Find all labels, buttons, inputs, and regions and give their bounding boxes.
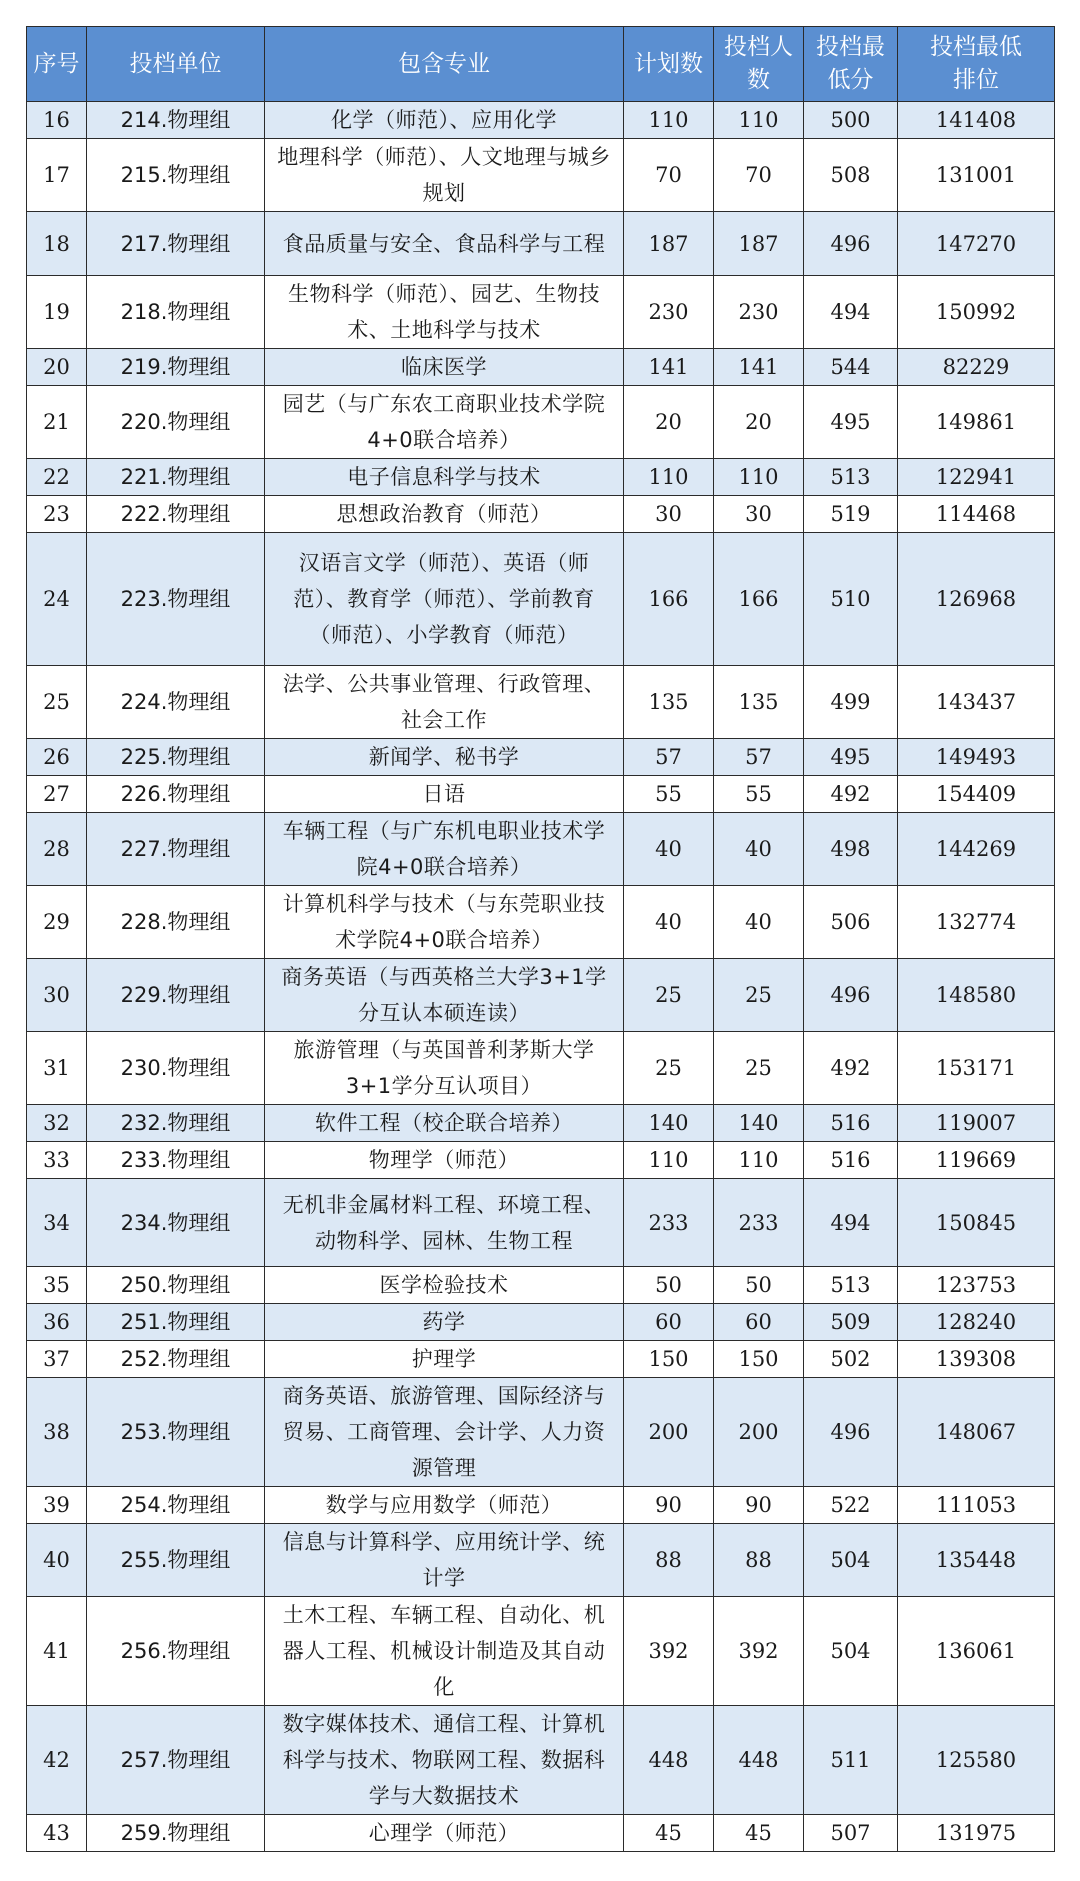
table-row [27,276,1055,349]
table-row [27,139,1055,212]
cell-major: 化学（师范）、应用化学 [265,102,624,139]
cell-count: 166 [714,533,804,666]
cell-unit: 218.物理组 [87,276,265,349]
cell-min-score: 511 [804,1706,898,1815]
cell-no: 25 [27,666,87,739]
table-row [27,212,1055,276]
cell-min-rank: 114468 [898,496,1055,533]
header-cell-min-rank: 投档最低 排位 [898,27,1055,102]
cell-major: 数字媒体技术、通信工程、计算机科学与技术、物联网工程、数据科学与大数据技术 [265,1706,624,1815]
cell-plan: 200 [624,1378,714,1487]
cell-count: 135 [714,666,804,739]
cell-min-rank: 139308 [898,1341,1055,1378]
table-row [27,959,1055,1032]
table-row [27,776,1055,813]
cell-no: 17 [27,139,87,212]
cell-min-rank: 148580 [898,959,1055,1032]
cell-plan: 110 [624,1142,714,1179]
cell-min-score: 510 [804,533,898,666]
cell-unit: 219.物理组 [87,349,265,386]
cell-no: 41 [27,1597,87,1706]
cell-no: 30 [27,959,87,1032]
cell-major: 车辆工程（与广东机电职业技术学院4+0联合培养） [265,813,624,886]
cell-min-rank: 147270 [898,212,1055,276]
cell-major: 思想政治教育（师范） [265,496,624,533]
cell-count: 50 [714,1267,804,1304]
cell-min-rank: 119007 [898,1105,1055,1142]
table-row [27,1378,1055,1487]
cell-count: 187 [714,212,804,276]
cell-plan: 140 [624,1105,714,1142]
cell-no: 38 [27,1378,87,1487]
cell-major: 地理科学（师范）、人文地理与城乡规划 [265,139,624,212]
cell-min-score: 513 [804,459,898,496]
cell-major: 生物科学（师范）、园艺、生物技术、土地科学与技术 [265,276,624,349]
cell-min-rank: 131975 [898,1815,1055,1852]
cell-min-score: 496 [804,212,898,276]
table-row [27,1142,1055,1179]
cell-count: 200 [714,1378,804,1487]
cell-min-rank: 141408 [898,102,1055,139]
cell-no: 39 [27,1487,87,1524]
cell-min-rank: 150992 [898,276,1055,349]
cell-major: 旅游管理（与英国普利茅斯大学3+1学分互认项目） [265,1032,624,1105]
cell-unit: 221.物理组 [87,459,265,496]
cell-count: 40 [714,886,804,959]
cell-min-rank: 149861 [898,386,1055,459]
cell-min-rank: 122941 [898,459,1055,496]
cell-min-rank: 132774 [898,886,1055,959]
cell-unit: 256.物理组 [87,1597,265,1706]
table-row [27,1032,1055,1105]
cell-count: 25 [714,1032,804,1105]
cell-plan: 20 [624,386,714,459]
cell-min-rank: 82229 [898,349,1055,386]
header-row [27,27,1055,102]
cell-major: 药学 [265,1304,624,1341]
cell-min-score: 516 [804,1142,898,1179]
cell-no: 18 [27,212,87,276]
cell-min-rank: 153171 [898,1032,1055,1105]
cell-min-rank: 154409 [898,776,1055,813]
cell-min-score: 494 [804,1179,898,1267]
cell-min-rank: 150845 [898,1179,1055,1267]
cell-plan: 40 [624,886,714,959]
table-row [27,1267,1055,1304]
cell-count: 110 [714,1142,804,1179]
table-row [27,666,1055,739]
cell-plan: 150 [624,1341,714,1378]
cell-count: 57 [714,739,804,776]
cell-major: 商务英语（与西英格兰大学3+1学分互认本硕连读） [265,959,624,1032]
table-row [27,1105,1055,1142]
table-row [27,813,1055,886]
cell-no: 42 [27,1706,87,1815]
cell-no: 26 [27,739,87,776]
cell-min-score: 544 [804,349,898,386]
cell-min-score: 516 [804,1105,898,1142]
cell-count: 150 [714,1341,804,1378]
table-row [27,102,1055,139]
cell-major: 软件工程（校企联合培养） [265,1105,624,1142]
cell-major: 食品质量与安全、食品科学与工程 [265,212,624,276]
cell-plan: 110 [624,459,714,496]
cell-unit: 229.物理组 [87,959,265,1032]
table-row [27,1706,1055,1815]
cell-min-score: 504 [804,1597,898,1706]
cell-count: 141 [714,349,804,386]
cell-unit: 217.物理组 [87,212,265,276]
cell-count: 233 [714,1179,804,1267]
cell-unit: 232.物理组 [87,1105,265,1142]
cell-no: 31 [27,1032,87,1105]
cell-unit: 226.物理组 [87,776,265,813]
cell-min-rank: 135448 [898,1524,1055,1597]
cell-no: 24 [27,533,87,666]
cell-major: 土木工程、车辆工程、自动化、机器人工程、机械设计制造及其自动化 [265,1597,624,1706]
cell-count: 55 [714,776,804,813]
table-row [27,386,1055,459]
table-row [27,1815,1055,1852]
cell-min-score: 509 [804,1304,898,1341]
cell-min-rank: 126968 [898,533,1055,666]
cell-min-score: 498 [804,813,898,886]
cell-min-score: 495 [804,739,898,776]
cell-count: 140 [714,1105,804,1142]
cell-min-score: 496 [804,1378,898,1487]
cell-no: 33 [27,1142,87,1179]
table-row [27,533,1055,666]
cell-no: 22 [27,459,87,496]
cell-min-rank: 143437 [898,666,1055,739]
cell-major: 汉语言文学（师范）、英语（师范）、教育学（师范）、学前教育（师范）、小学教育（师范） [265,533,624,666]
table-row [27,1304,1055,1341]
cell-min-score: 500 [804,102,898,139]
cell-no: 35 [27,1267,87,1304]
header-cell-min-score: 投档最 低分 [804,27,898,102]
cell-plan: 60 [624,1304,714,1341]
cell-unit: 224.物理组 [87,666,265,739]
cell-count: 70 [714,139,804,212]
cell-plan: 45 [624,1815,714,1852]
table-body [27,102,1055,1852]
cell-major: 信息与计算科学、应用统计学、统计学 [265,1524,624,1597]
cell-min-score: 519 [804,496,898,533]
cell-min-score: 502 [804,1341,898,1378]
table-row [27,349,1055,386]
table-row [27,1179,1055,1267]
cell-no: 34 [27,1179,87,1267]
cell-min-score: 495 [804,386,898,459]
cell-unit: 252.物理组 [87,1341,265,1378]
cell-min-rank: 119669 [898,1142,1055,1179]
cell-unit: 259.物理组 [87,1815,265,1852]
cell-major: 护理学 [265,1341,624,1378]
cell-count: 60 [714,1304,804,1341]
cell-min-rank: 131001 [898,139,1055,212]
cell-unit: 255.物理组 [87,1524,265,1597]
table-row [27,1597,1055,1706]
cell-min-rank: 125580 [898,1706,1055,1815]
cell-plan: 233 [624,1179,714,1267]
cell-min-rank: 111053 [898,1487,1055,1524]
cell-unit: 234.物理组 [87,1179,265,1267]
cell-min-score: 507 [804,1815,898,1852]
cell-min-score: 504 [804,1524,898,1597]
cell-major: 无机非金属材料工程、环境工程、动物科学、园林、生物工程 [265,1179,624,1267]
table-row [27,1341,1055,1378]
cell-plan: 88 [624,1524,714,1597]
cell-count: 25 [714,959,804,1032]
cell-unit: 251.物理组 [87,1304,265,1341]
cell-count: 45 [714,1815,804,1852]
cell-major: 物理学（师范） [265,1142,624,1179]
cell-count: 448 [714,1706,804,1815]
cell-no: 16 [27,102,87,139]
cell-major: 电子信息科学与技术 [265,459,624,496]
cell-major: 新闻学、秘书学 [265,739,624,776]
cell-unit: 253.物理组 [87,1378,265,1487]
cell-count: 110 [714,102,804,139]
table-row [27,886,1055,959]
cell-no: 28 [27,813,87,886]
cell-plan: 448 [624,1706,714,1815]
cell-no: 20 [27,349,87,386]
table-row [27,739,1055,776]
cell-unit: 220.物理组 [87,386,265,459]
cell-min-rank: 144269 [898,813,1055,886]
cell-plan: 141 [624,349,714,386]
cell-count: 88 [714,1524,804,1597]
cell-plan: 55 [624,776,714,813]
cell-plan: 230 [624,276,714,349]
header-cell-count: 投档人 数 [714,27,804,102]
cell-unit: 215.物理组 [87,139,265,212]
admission-table-container [26,26,1054,1852]
cell-no: 32 [27,1105,87,1142]
cell-min-score: 492 [804,776,898,813]
cell-unit: 223.物理组 [87,533,265,666]
cell-min-score: 499 [804,666,898,739]
admission-score-table [26,26,1055,1852]
cell-plan: 57 [624,739,714,776]
header-cell-plan: 计划数 [624,27,714,102]
cell-plan: 187 [624,212,714,276]
cell-plan: 40 [624,813,714,886]
cell-major: 临床医学 [265,349,624,386]
cell-plan: 392 [624,1597,714,1706]
cell-count: 392 [714,1597,804,1706]
cell-plan: 25 [624,1032,714,1105]
cell-major: 商务英语、旅游管理、国际经济与贸易、工商管理、会计学、人力资源管理 [265,1378,624,1487]
cell-min-score: 508 [804,139,898,212]
cell-min-rank: 148067 [898,1378,1055,1487]
cell-unit: 225.物理组 [87,739,265,776]
cell-min-rank: 128240 [898,1304,1055,1341]
table-row [27,1487,1055,1524]
cell-major: 法学、公共事业管理、行政管理、社会工作 [265,666,624,739]
cell-min-rank: 123753 [898,1267,1055,1304]
cell-major: 日语 [265,776,624,813]
cell-major: 园艺（与广东农工商职业技术学院4+0联合培养） [265,386,624,459]
cell-min-rank: 149493 [898,739,1055,776]
header-cell-major: 包含专业 [265,27,624,102]
cell-plan: 90 [624,1487,714,1524]
cell-unit: 254.物理组 [87,1487,265,1524]
cell-count: 90 [714,1487,804,1524]
cell-plan: 166 [624,533,714,666]
cell-no: 19 [27,276,87,349]
cell-count: 40 [714,813,804,886]
cell-no: 36 [27,1304,87,1341]
cell-plan: 50 [624,1267,714,1304]
cell-major: 心理学（师范） [265,1815,624,1852]
cell-min-score: 513 [804,1267,898,1304]
header-cell-unit: 投档单位 [87,27,265,102]
cell-count: 30 [714,496,804,533]
cell-no: 43 [27,1815,87,1852]
cell-min-rank: 136061 [898,1597,1055,1706]
header-cell-no: 序号 [27,27,87,102]
cell-plan: 70 [624,139,714,212]
cell-unit: 228.物理组 [87,886,265,959]
table-row [27,459,1055,496]
cell-min-score: 492 [804,1032,898,1105]
cell-major: 医学检验技术 [265,1267,624,1304]
cell-unit: 214.物理组 [87,102,265,139]
cell-unit: 233.物理组 [87,1142,265,1179]
cell-no: 40 [27,1524,87,1597]
cell-no: 29 [27,886,87,959]
cell-min-score: 496 [804,959,898,1032]
cell-unit: 222.物理组 [87,496,265,533]
table-row [27,496,1055,533]
cell-unit: 250.物理组 [87,1267,265,1304]
cell-no: 23 [27,496,87,533]
cell-no: 27 [27,776,87,813]
cell-no: 21 [27,386,87,459]
cell-plan: 25 [624,959,714,1032]
cell-major: 数学与应用数学（师范） [265,1487,624,1524]
cell-unit: 230.物理组 [87,1032,265,1105]
cell-plan: 30 [624,496,714,533]
cell-major: 计算机科学与技术（与东莞职业技术学院4+0联合培养） [265,886,624,959]
cell-count: 20 [714,386,804,459]
cell-count: 110 [714,459,804,496]
cell-no: 37 [27,1341,87,1378]
cell-plan: 110 [624,102,714,139]
cell-unit: 227.物理组 [87,813,265,886]
cell-plan: 135 [624,666,714,739]
cell-min-score: 494 [804,276,898,349]
cell-count: 230 [714,276,804,349]
cell-min-score: 522 [804,1487,898,1524]
cell-min-score: 506 [804,886,898,959]
table-row [27,1524,1055,1597]
cell-unit: 257.物理组 [87,1706,265,1815]
